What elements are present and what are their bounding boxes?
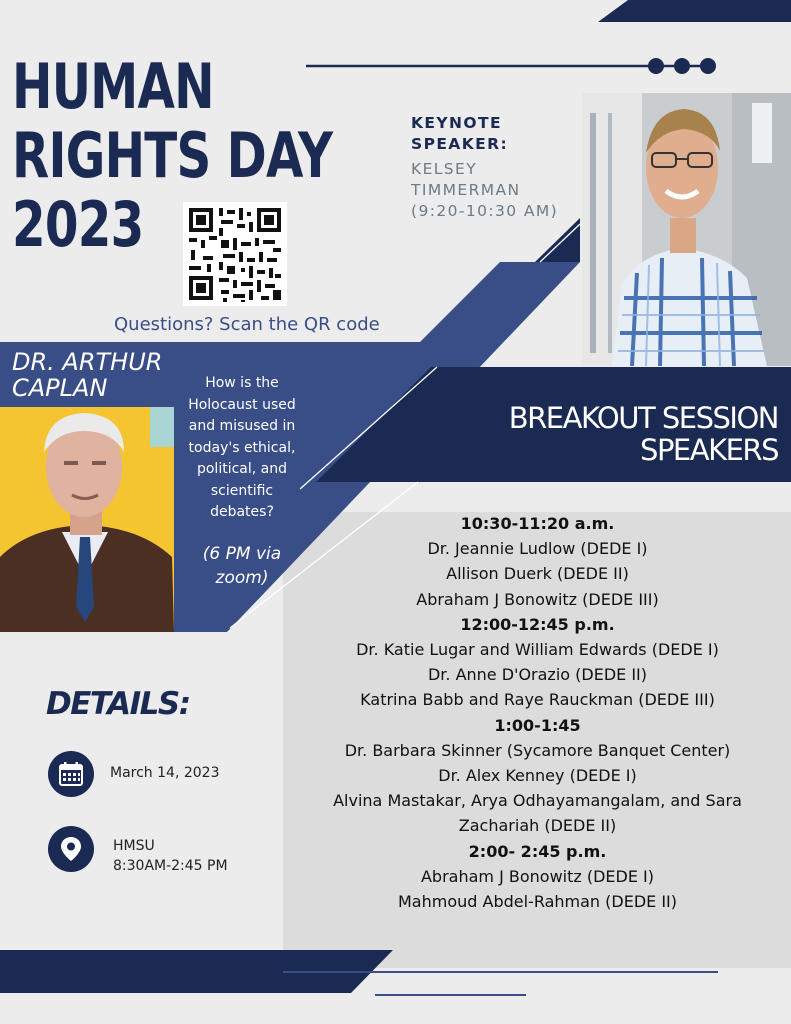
caplan-question-line: political, and (196, 461, 287, 477)
session-speaker: Allison Duerk (DEDE II) (446, 564, 629, 584)
session-time: 1:00-1:45 (494, 715, 581, 735)
session-speaker: Alvina Mastakar, Arya Odhayamangalam, and Sara (333, 791, 742, 811)
session-speaker: Dr. Anne D'Orazio (DEDE II) (427, 665, 648, 685)
keynote-label-line-1: KEYNOTE (411, 114, 502, 132)
session-speaker: Katrina Babb and Raye Rauckman (DEDE III) (360, 690, 715, 710)
keynote-label (411, 113, 508, 155)
caplan-name (12, 349, 162, 401)
caplan-name-line-1: DR. ARTHUR (12, 348, 163, 376)
session-schedule (284, 511, 791, 914)
session-speaker: Abraham J Bonowitz (DEDE I) (420, 866, 655, 886)
breakout-heading-line-2: SPEAKERS (640, 433, 778, 467)
caplan-photo (0, 407, 174, 632)
title-line-2: RIGHTS DAY (12, 119, 333, 192)
session-block (284, 713, 791, 839)
location-time: 8:30AM-2:45 PM (113, 858, 228, 874)
caplan-question-line: today's ethical, (188, 439, 296, 456)
session-time: 10:30-11:20 a.m. (460, 514, 615, 533)
qr-caption: Questions? Scan the QR code (114, 314, 380, 335)
details-heading: DETAILS: (46, 686, 190, 722)
keynote-speaker (411, 159, 558, 222)
caplan-question-line: and misused in (188, 418, 296, 434)
title-line-1: HUMAN (12, 50, 214, 123)
keynote-label-line-2: SPEAKER: (411, 135, 509, 153)
session-speaker: Dr. Jeannie Ludlow (DEDE I) (427, 539, 648, 559)
caplan-question-line: How is the (205, 375, 279, 391)
keynote-name-line-1: KELSEY (411, 160, 478, 178)
caplan-question-line: debates? (210, 504, 274, 520)
caplan-time-line-1: (6 PM via (202, 544, 282, 564)
session-block (284, 511, 791, 612)
session-speaker: Mahmoud Abdel-Rahman (DEDE II) (397, 892, 678, 912)
session-speaker: Zachariah (DEDE II) (458, 816, 617, 836)
session-block (284, 839, 791, 915)
session-block (284, 612, 791, 713)
keynote-name-line-2: TIMMERMAN (411, 181, 521, 199)
session-speaker: Abraham J Bonowitz (DEDE III) (416, 589, 659, 609)
session-speaker: Dr. Alex Kenney (DEDE I) (438, 766, 637, 786)
location-name: HMSU (113, 838, 155, 854)
caplan-question (178, 373, 306, 524)
event-location (113, 836, 228, 876)
keynote-speaker-photo (582, 93, 791, 366)
calendar-icon (48, 751, 94, 797)
breakout-heading-line-1: BREAKOUT SESSION (508, 401, 778, 435)
caplan-name-line-2: CAPLAN (12, 374, 108, 402)
session-time: 12:00-12:45 p.m. (460, 614, 615, 634)
caplan-time-line-2: zoom) (215, 568, 269, 588)
session-speaker: Dr. Katie Lugar and William Edwards (DEDE I) (356, 640, 719, 660)
title-line-3: 2023 (12, 188, 144, 261)
qr-code[interactable] (183, 202, 287, 306)
caplan-question-line: scientific (210, 482, 274, 499)
event-date: March 14, 2023 (110, 765, 220, 781)
session-time: 2:00- 2:45 p.m. (468, 841, 607, 861)
caplan-question-line: Holocaust used (188, 396, 296, 413)
keynote-time: (9:20-10:30 AM) (411, 202, 559, 220)
session-speaker: Dr. Barbara Skinner (Sycamore Banquet Center) (344, 740, 731, 760)
map-pin-icon (48, 826, 94, 872)
breakout-heading (452, 402, 778, 466)
